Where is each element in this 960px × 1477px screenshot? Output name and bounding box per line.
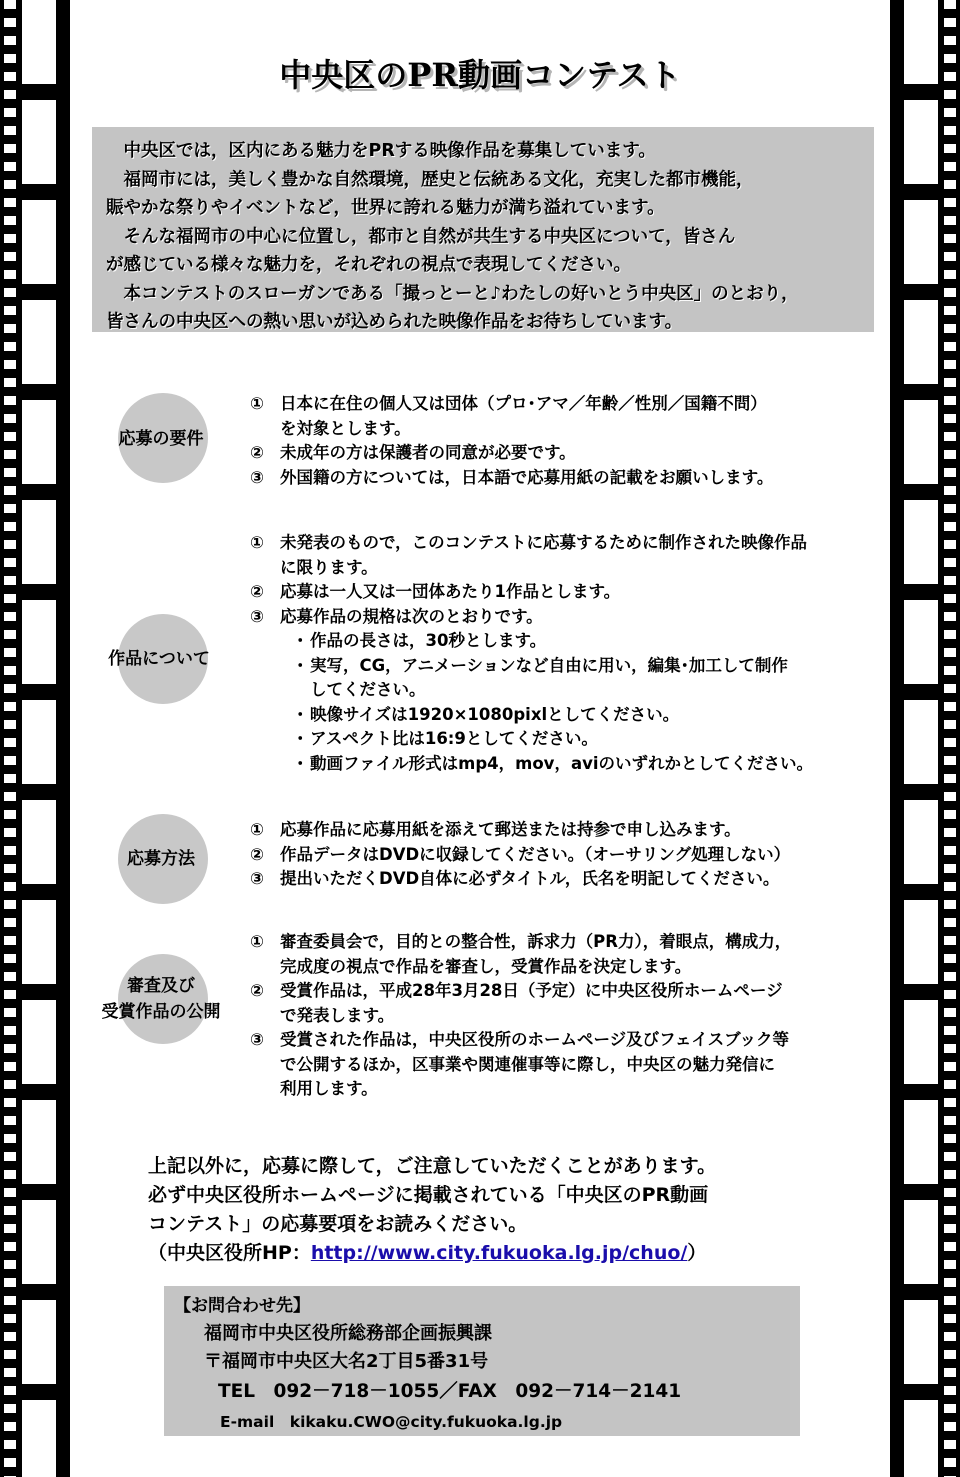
notice-block	[148, 1152, 828, 1268]
list-item: ③ 提出いただくDVD自体に必ずタイトル，氏名を明記してください。	[250, 867, 880, 892]
item-number: ③	[250, 869, 264, 888]
spec-item: ・ アスペクト比は16:9としてください。	[250, 727, 880, 752]
item-number: ①	[250, 394, 264, 413]
notice-line: コンテスト」の応募要項をお読みください。	[148, 1213, 528, 1235]
item-number: ③	[250, 606, 264, 626]
works-list	[250, 531, 880, 776]
intro-line: 賑やかな祭りやイベントなど，世界に誇れる魅力が満ち溢れています。	[106, 198, 665, 218]
item-number: ③	[250, 467, 264, 487]
film-sprocket-holes	[4, 0, 16, 1477]
section-label-method: 応募方法	[127, 849, 195, 869]
film-strip-left	[0, 0, 70, 1477]
contact-department: 福岡市中央区役所総務部企画振興課	[204, 1323, 492, 1344]
section-label-works: 作品について	[108, 649, 210, 669]
intro-line: 本コンテストのスローガンである「撮っとーと♪わたしの好いとう中央区」のとおり，	[123, 283, 799, 304]
notice-line: 必ず中央区役所ホームページに掲載されている「中央区のPR動画	[148, 1184, 709, 1206]
contact-address: 〒福岡市中央区大名2丁目5番31号	[204, 1351, 489, 1372]
notice-line: 上記以外に，応募に際して，ご注意していただくことがあります。	[148, 1155, 717, 1177]
film-frames	[904, 0, 938, 1477]
item-number: ②	[250, 981, 264, 1000]
list-item: ① 応募作品に応募用紙を添えて郵送または持参で申し込みます。	[250, 818, 880, 843]
film-frames	[22, 0, 56, 1477]
requirements-list	[250, 392, 880, 490]
contact-box	[164, 1286, 800, 1436]
intro-line: 中央区では，区内にある魅力をPRする映像作品を募集しています。	[123, 141, 656, 161]
bullet: ・	[292, 655, 309, 675]
item-number: ①	[250, 533, 264, 552]
item-number: ③	[250, 1030, 264, 1049]
list-item: ③ 外国籍の方については，日本語で応募用紙の記載をお願いします。	[250, 466, 880, 491]
list-item: ③ 受賞された作品は，中央区役所のホームページ及びフェイスブック等 で公開するほか，区事業や関連催事等に際し，中央区の魅力発信に 利用します。	[250, 1030, 790, 1098]
item-number: ①	[250, 820, 264, 839]
review-list	[250, 930, 880, 1102]
page-title: 中央区のPR動画コンテスト	[279, 56, 681, 94]
intro-line: 皆さんの中央区への熱い思いが込められた映像作品をお待ちしています。	[106, 312, 683, 332]
list-item: ② 作品データはDVDに収録してください。（オーサリング処理しない）	[250, 843, 880, 868]
intro-box	[92, 127, 874, 332]
notice-hp-line: （中央区役所HP：http://www.city.fukuoka.lg.jp/chuo/）	[148, 1242, 707, 1264]
list-item: ② 受賞作品は，平成28年3月28日（予定）に中央区役所ホームページ で発表します。	[250, 981, 783, 1025]
contact-email: E-mail kikaku.CWO@city.fukuoka.lg.jp	[220, 1413, 563, 1431]
section-label-review: 審査及び 受賞作品の公開	[101, 976, 221, 1022]
intro-line: が感じている様々な魅力を，それぞれの視点で表現してください。	[106, 255, 631, 275]
item-number: ①	[250, 932, 264, 951]
list-item: ① 未発表のもので，このコンテストに応募するために制作された映像作品 に限ります。	[250, 533, 808, 577]
spec-item: ・ 作品の長さは，30秒とします。	[250, 629, 880, 654]
method-list	[250, 818, 880, 892]
spec-item: ・ 映像サイズは1920×1080pixlとしてください。	[250, 703, 880, 728]
section-label-requirements: 応募の要件	[118, 429, 204, 449]
homepage-link[interactable]: http://www.city.fukuoka.lg.jp/chuo/	[310, 1242, 688, 1264]
film-sprocket-holes	[944, 0, 956, 1477]
contact-phone-fax: TEL 092－718－1055／FAX 092－714－2141	[218, 1381, 682, 1402]
contact-heading: 【お問合わせ先】	[174, 1296, 310, 1316]
item-number: ②	[250, 443, 264, 462]
list-item: ② 応募は一人又は一団体あたり1作品とします。	[250, 580, 880, 605]
bullet: ・	[292, 729, 309, 748]
list-item: ① 日本に在住の個人又は団体（プロ･アマ／年齢／性別／国籍不問） を対象とします。	[250, 394, 767, 438]
list-item: ① 審査委員会で，目的との整合性，訴求力（PR力），着眼点，構成力， 完成度の視点で作品を審査し，受賞作品を決定します。	[250, 932, 792, 976]
spec-item: ・ 動画ファイル形式はmp4，mov，aviのいずれかとしてください。	[250, 752, 880, 777]
item-number: ②	[250, 844, 264, 864]
film-strip-right	[890, 0, 960, 1477]
item-number: ②	[250, 582, 264, 601]
bullet: ・	[292, 704, 309, 724]
bullet: ・	[292, 631, 309, 650]
intro-line: 福岡市には，美しく豊かな自然環境，歴史と伝統ある文化，充実した都市機能，	[123, 169, 754, 190]
list-item: ② 未成年の方は保護者の同意が必要です。	[250, 441, 880, 466]
spec-item: ・ 実写，CG，アニメーションなど自由に用い，編集･加工して制作 してください。	[292, 655, 788, 699]
list-item: ③ 応募作品の規格は次のとおりです。	[250, 605, 880, 630]
bullet: ・	[292, 753, 309, 773]
intro-line: そんな福岡市の中心に位置し，都市と自然が共生する中央区について，皆さん	[123, 226, 736, 247]
